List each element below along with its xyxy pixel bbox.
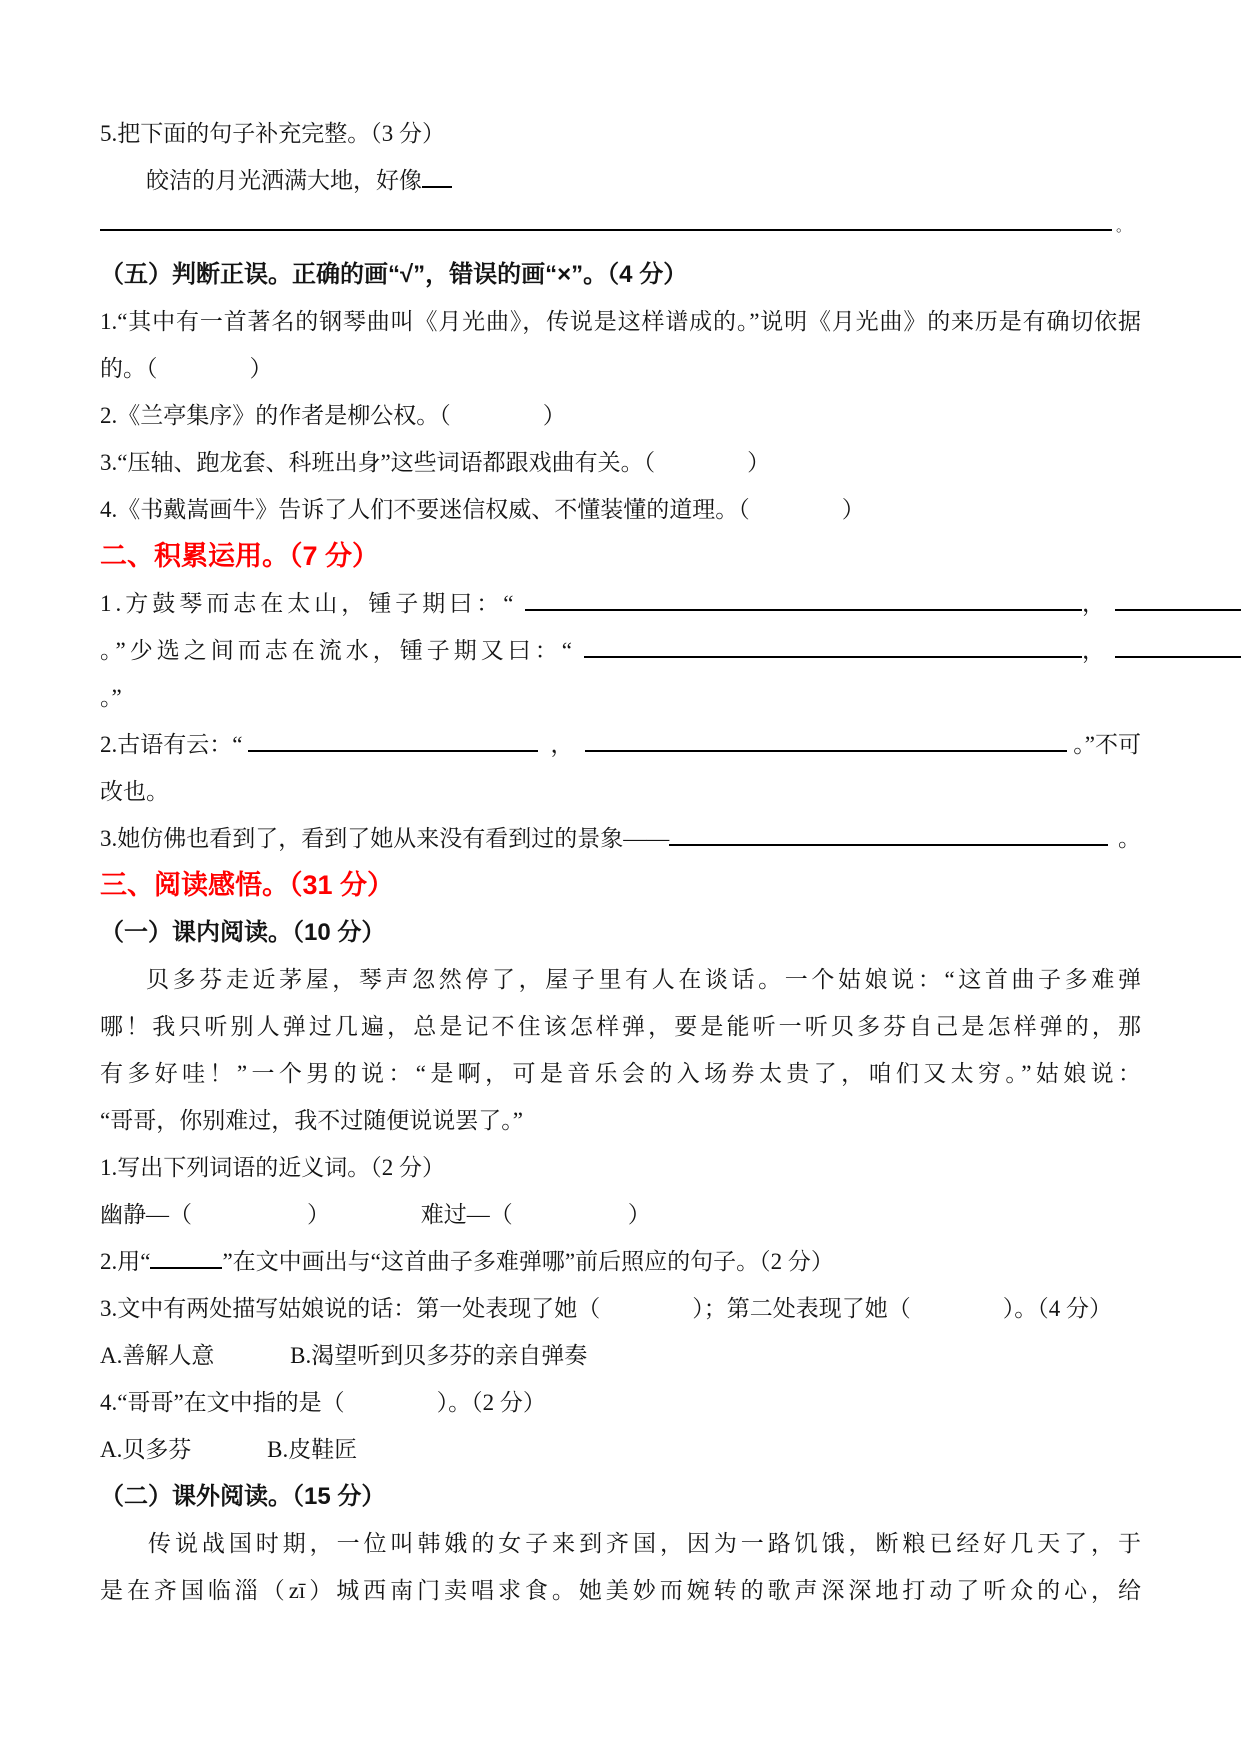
accumulate-q3-line (100, 815, 1141, 862)
question5-sentence-row (100, 157, 1141, 204)
accumulate-q1-line2-lead: 。”少选之间而志在流水，锺子期又曰：“ (100, 638, 576, 663)
accumulate-q3-lead: 3.她仿佛也看到了，看到了她从来没有看到过的景象—— (100, 826, 670, 851)
answer-blank (248, 750, 538, 752)
answer-blank (584, 656, 1082, 658)
synonym-pair-1: 幽静—（ ） (100, 1202, 330, 1227)
period: 。 (1118, 826, 1141, 851)
reading-q1: 1.写出下列词语的近义词。（2 分） (100, 1155, 445, 1180)
option-b: B.渴望听到贝多芬的亲自弹奏 (290, 1343, 588, 1368)
answer-blank-inline (150, 1267, 222, 1269)
reading-part2-paragraph-line1: 传说战国时期，一位叫韩娥的女子来到齐国，因为一路饥饿，断粮已经好几天了，于 (148, 1531, 1141, 1556)
answer-blank (525, 609, 1082, 611)
accumulate-q2-lead: 2.古语有云：“ (100, 732, 243, 757)
answer-blank-short (422, 186, 452, 188)
reading-part1-paragraph-line1: 贝多芬走近茅屋，琴声忽然停了，屋子里有人在谈话。一个姑娘说：“这首曲子多难弹 (146, 967, 1141, 992)
reading-q2-pre: 2.用“ (100, 1249, 151, 1274)
question5-sentence: 皎洁的月光洒满大地，好像 (146, 168, 422, 193)
accumulate-q1-line2 (100, 627, 1241, 674)
accumulate-q1-line3: 。” (100, 685, 122, 710)
reading-part1-paragraph-line3: 有多好哇！”一个男的说：“是啊，可是音乐会的入场券太贵了，咱们又太穷。”姑娘说： (100, 1061, 1141, 1086)
answer-blank (1115, 656, 1241, 658)
option-a: A.贝多芬 (100, 1437, 192, 1462)
synonym-pair-2: 难过—（ ） (420, 1202, 651, 1227)
accumulate-q1-lead: 1.方鼓琴而志在太山，锺子期曰：“ (100, 591, 518, 616)
answer-blank-full-line (100, 229, 1112, 231)
answer-blank (585, 750, 1067, 752)
accumulate-q1-line1 (100, 580, 1241, 627)
comma: ， (1082, 591, 1105, 616)
reading-q3-options (100, 1332, 1141, 1379)
reading-part2-heading: （二）课外阅读。（15 分） (100, 1483, 386, 1510)
judge-item-3: 3.“压轴、跑龙套、科班出身”这些词语都跟戏曲有关。（ ） (100, 450, 771, 475)
question5-title: 5.把下面的句子补充完整。（3 分） (100, 121, 445, 146)
reading-q3: 3.文中有两处描写姑娘说的话：第一处表现了她（ ）；第二处表现了她（ ）。（4 分） (100, 1296, 1112, 1321)
reading-q1-synonyms (100, 1191, 1141, 1238)
reading-part1-heading: （一）课内阅读。（10 分） (100, 919, 386, 946)
accumulate-q2-tail: 。”不可 (1073, 732, 1141, 757)
option-b: B.皮鞋匠 (267, 1437, 358, 1462)
reading-q4-options (100, 1426, 1141, 1473)
reading-q4: 4.“哥哥”在文中指的是（ ）。（2 分） (100, 1390, 546, 1415)
line-end-period: 。 (1116, 219, 1132, 235)
comma: ， (550, 732, 574, 757)
judge-item-1-line1: 1.“其中有一首著名的钢琴曲叫《月光曲》，传说是这样谱成的。”说明《月光曲》的来历是有确切依据 (100, 309, 1141, 334)
accumulate-q2-line2: 改也。 (100, 779, 169, 804)
accumulate-q2-line1 (100, 721, 1141, 768)
answer-blank (669, 844, 1108, 846)
option-a: A.善解人意 (100, 1343, 215, 1368)
comma: ， (1082, 638, 1105, 663)
judge-item-4: 4.《书戴嵩画牛》告诉了人们不要迷信权威、不懂装懂的道理。（ ） (100, 497, 865, 522)
reading-part1-paragraph-line4: “哥哥，你别难过，我不过随便说说罢了。” (100, 1108, 523, 1133)
judge-section-heading: （五）判断正误。正确的画“√”，错误的画“×”。（4 分） (100, 261, 688, 288)
answer-blank (1115, 609, 1241, 611)
accumulate-heading: 二、积累运用。（7 分） (100, 541, 380, 571)
reading-heading: 三、阅读感悟。（31 分） (100, 870, 395, 900)
judge-item-1-line2: 的。（ ） (100, 356, 273, 381)
reading-part1-paragraph-line2: 哪！我只听别人弹过几遍，总是记不住该怎样弹，要是能听一听贝多芬自己是怎样弹的，那 (100, 1014, 1141, 1039)
judge-item-2: 2.《兰亭集序》的作者是柳公权。（ ） (100, 403, 566, 428)
reading-q2 (100, 1238, 1141, 1285)
reading-q2-post: ”在文中画出与“这首曲子多难弹哪”前后照应的句子。（2 分） (222, 1249, 834, 1274)
reading-part2-paragraph-line2: 是在齐国临淄（zī）城西南门卖唱求食。她美妙而婉转的歌声深深地打动了听众的心，给 (100, 1578, 1141, 1603)
answer-line-row (100, 204, 1141, 251)
